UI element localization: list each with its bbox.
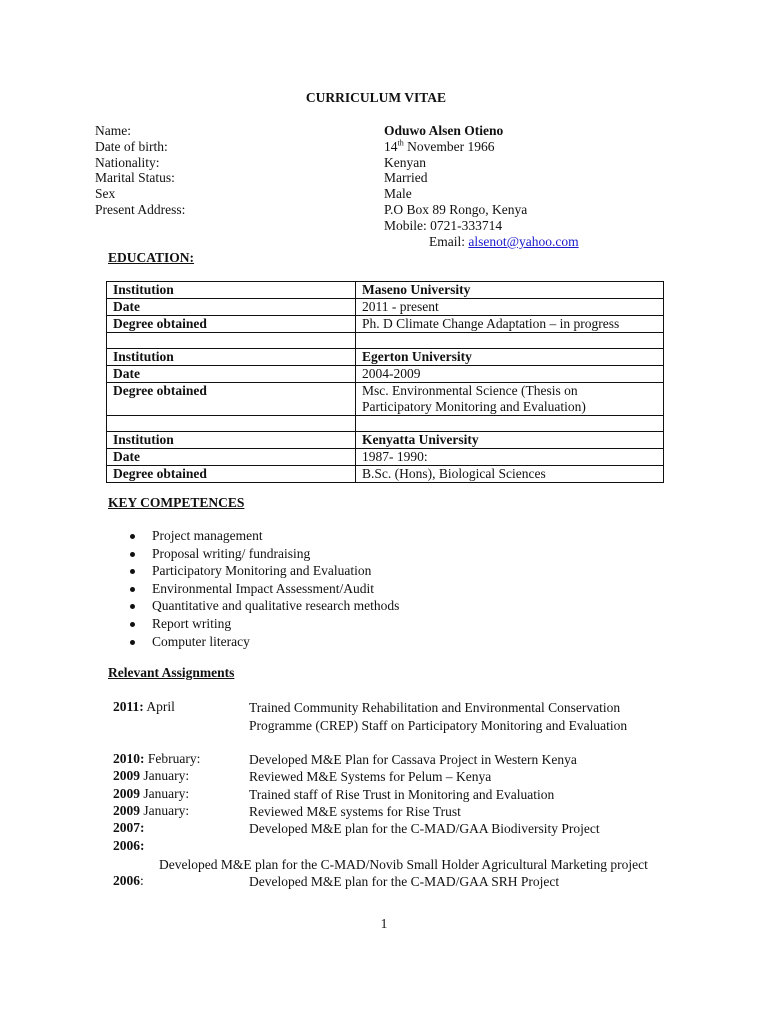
education-heading: EDUCATION: bbox=[108, 250, 195, 265]
list-item: Report writing bbox=[128, 615, 399, 633]
assignment-month: February: bbox=[144, 751, 201, 766]
cell-label: Degree obtained bbox=[107, 466, 356, 483]
degree-line: Msc. Environmental Science (Thesis on bbox=[362, 383, 578, 398]
document-title: CURRICULUM VITAE bbox=[305, 90, 447, 105]
marital-value: Married bbox=[384, 170, 428, 185]
table-row bbox=[107, 466, 664, 483]
assignment-year: 2007: bbox=[113, 820, 145, 835]
assignment-year: 2010: bbox=[113, 751, 145, 766]
cell-label: Date bbox=[107, 299, 356, 316]
address-value: P.O Box 89 Rongo, Kenya bbox=[384, 202, 528, 217]
table-row bbox=[107, 366, 664, 383]
assignment-desc: Developed M&E plan for the C-MAD/GAA SRH Project bbox=[249, 874, 560, 889]
sex-label: Sex bbox=[95, 186, 116, 201]
page-number: 1 bbox=[380, 916, 388, 931]
table-row bbox=[107, 282, 664, 299]
cell-label: Degree obtained bbox=[107, 316, 356, 333]
cell-label: Date bbox=[107, 366, 356, 383]
table-row bbox=[107, 449, 664, 466]
cell-label: Institution bbox=[107, 282, 356, 299]
cell-value: 1987- 1990: bbox=[356, 449, 664, 466]
cell-value: Maseno University bbox=[356, 282, 664, 299]
list-item: Computer literacy bbox=[128, 633, 399, 651]
name-value: Oduwo Alsen Otieno bbox=[384, 123, 504, 138]
cell-value: Egerton University bbox=[356, 349, 664, 366]
competences-heading: KEY COMPETENCES bbox=[108, 495, 245, 510]
assignment-year: 2009 bbox=[113, 768, 140, 783]
assignment-month: April bbox=[143, 699, 175, 714]
education-table bbox=[106, 281, 664, 483]
dob-value bbox=[384, 139, 494, 155]
assignment-desc: Reviewed M&E Systems for Pelum – Kenya bbox=[249, 769, 492, 784]
table-row bbox=[107, 299, 664, 316]
competences-list bbox=[128, 527, 399, 650]
cell-label: Institution bbox=[107, 432, 356, 449]
bullet-icon bbox=[130, 622, 135, 627]
dob-label: Date of birth: bbox=[95, 139, 168, 154]
assignment-month: January: bbox=[140, 768, 190, 783]
cell-value: Ph. D Climate Change Adaptation – in progress bbox=[356, 316, 664, 333]
table-row bbox=[107, 316, 664, 333]
cell-value bbox=[356, 383, 664, 416]
assignment-year: 2009 bbox=[113, 803, 140, 818]
bullet-icon bbox=[130, 569, 135, 574]
nationality-label: Nationality: bbox=[95, 155, 160, 170]
cell-value: 2004-2009 bbox=[356, 366, 664, 383]
email-line bbox=[429, 234, 579, 250]
table-row bbox=[107, 416, 664, 432]
bullet-icon bbox=[130, 640, 135, 645]
assignment-year: 2009 bbox=[113, 786, 140, 801]
bullet-icon bbox=[130, 552, 135, 557]
assignment-month: January: bbox=[140, 803, 190, 818]
assignment-desc: Trained staff of Rise Trust in Monitoring and Evaluation bbox=[249, 787, 555, 802]
email-label: Email: bbox=[429, 234, 469, 249]
list-item: Quantitative and qualitative research methods bbox=[128, 597, 399, 615]
assignment-desc: Reviewed M&E systems for Rise Trust bbox=[249, 804, 461, 819]
assignment-desc: Developed M&E plan for the C-MAD/GAA Biodiversity Project bbox=[249, 821, 600, 836]
assignment-month: January: bbox=[140, 786, 190, 801]
nationality-value: Kenyan bbox=[384, 155, 426, 170]
assignment-year: 2011: bbox=[113, 699, 144, 714]
sex-value: Male bbox=[384, 186, 412, 201]
name-label: Name: bbox=[95, 123, 131, 138]
cell-label: Degree obtained bbox=[107, 383, 356, 416]
bullet-icon bbox=[130, 604, 135, 609]
list-item: Participatory Monitoring and Evaluation bbox=[128, 562, 399, 580]
table-row bbox=[107, 383, 664, 416]
cell-value: B.Sc. (Hons), Biological Sciences bbox=[356, 466, 664, 483]
cell-label: Institution bbox=[107, 349, 356, 366]
marital-label: Marital Status: bbox=[95, 170, 175, 185]
list-item: Environmental Impact Assessment/Audit bbox=[128, 580, 399, 598]
assignment-desc: Trained Community Rehabilitation and Environmental Conservation Programme (CREP) Staff on Participatory Monitoring and Evaluation bbox=[249, 700, 628, 733]
assignment-year: 2006 bbox=[113, 873, 140, 888]
list-item: Proposal writing/ fundraising bbox=[128, 545, 399, 563]
dob-day: 14 bbox=[384, 139, 398, 154]
bullet-icon bbox=[130, 587, 135, 592]
assignment-month: : bbox=[140, 873, 144, 888]
dob-rest: November 1966 bbox=[403, 139, 495, 154]
list-item: Project management bbox=[128, 527, 399, 545]
dob-suffix: th bbox=[397, 138, 404, 148]
address-label: Present Address: bbox=[95, 202, 186, 217]
bullet-icon bbox=[130, 534, 135, 539]
email-link[interactable]: alsenot@yahoo.com bbox=[468, 234, 579, 249]
degree-line: Participatory Monitoring and Evaluation) bbox=[362, 399, 586, 414]
cell-label: Date bbox=[107, 449, 356, 466]
table-row bbox=[107, 432, 664, 449]
assignment-year: 2006: bbox=[113, 838, 145, 853]
assignment-desc: Developed M&E Plan for Cassava Project in Western Kenya bbox=[249, 752, 577, 767]
table-row bbox=[107, 333, 664, 349]
cell-value: 2011 - present bbox=[356, 299, 664, 316]
cell-value: Kenyatta University bbox=[356, 432, 664, 449]
table-row bbox=[107, 349, 664, 366]
assignments-heading: Relevant Assignments bbox=[108, 665, 235, 680]
assignment-desc: Developed M&E plan for the C-MAD/Novib Small Holder Agricultural Marketing project bbox=[159, 856, 648, 872]
mobile-value: Mobile: 0721-333714 bbox=[384, 218, 503, 233]
